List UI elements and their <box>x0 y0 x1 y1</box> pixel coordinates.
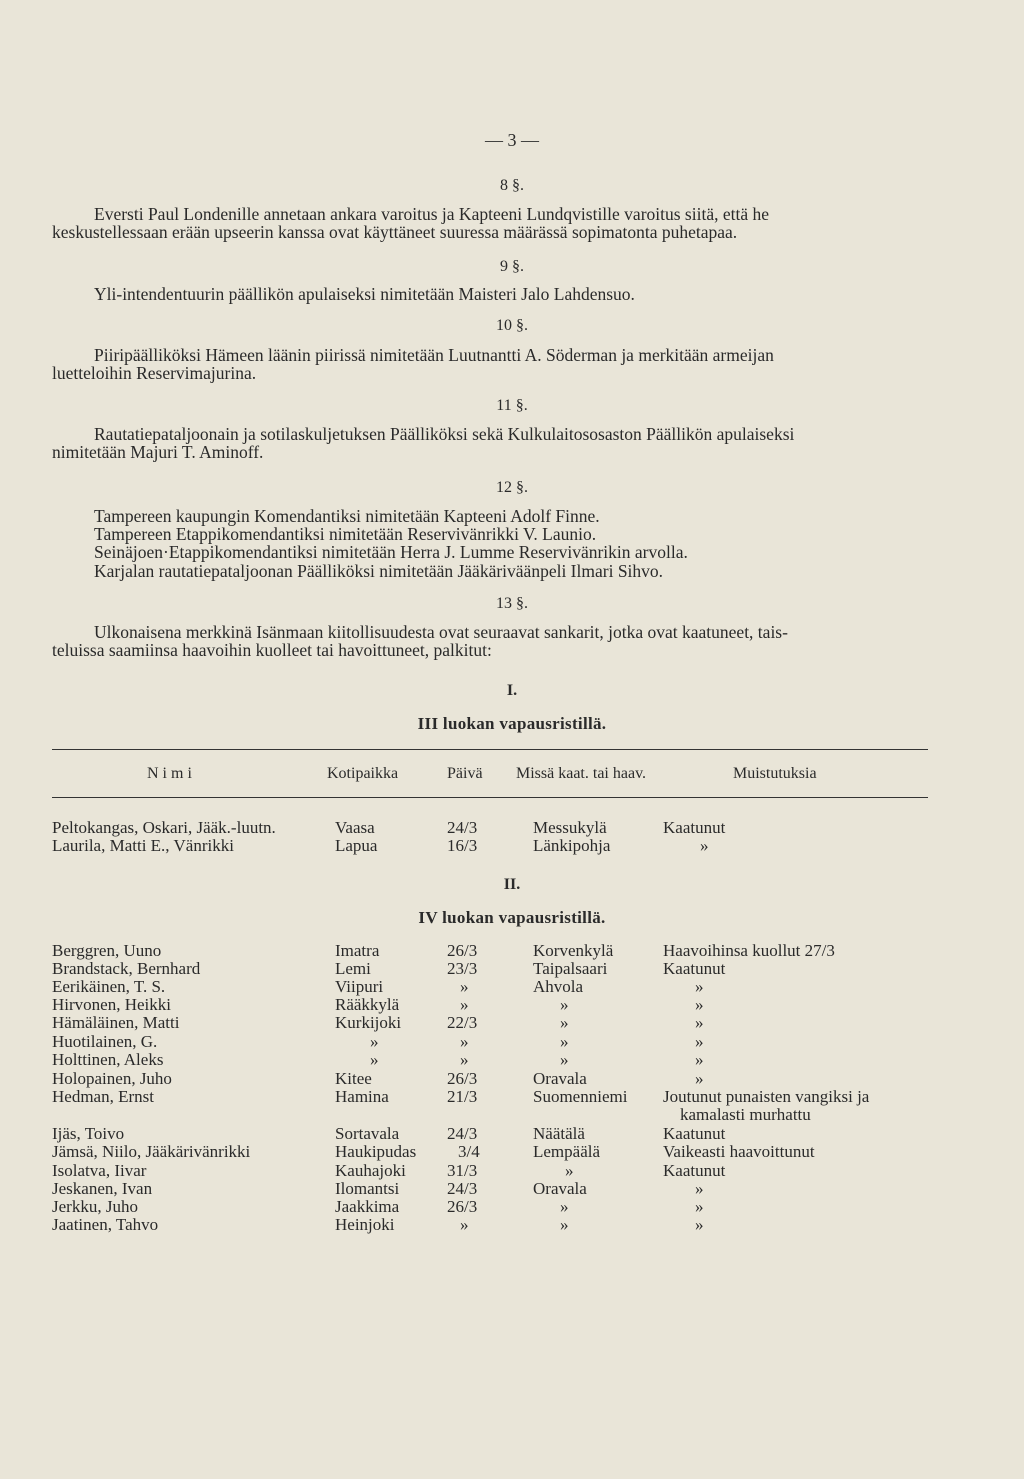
cell-note: » <box>695 1032 704 1051</box>
text-line: luetteloihin Reservimajurina. <box>52 363 257 383</box>
cell-name: Eerikäinen, T. S. <box>52 977 166 996</box>
cell-home: Lapua <box>335 836 378 855</box>
cell-note: kamalasti murhattu <box>680 1105 811 1124</box>
cell-note: Haavoihinsa kuollut 27/3 <box>663 941 835 960</box>
section-number: 13 §. <box>496 595 528 612</box>
page-number: — 3 — <box>485 130 539 150</box>
cell-where: » <box>560 1050 569 1069</box>
cell-where: Näätälä <box>533 1124 585 1143</box>
cell-note: Kaatunut <box>663 1161 726 1180</box>
table-row <box>0 1032 1024 1050</box>
table-rule <box>52 797 928 798</box>
table-row-continuation <box>0 1105 1024 1123</box>
section-text <box>52 346 928 382</box>
table-row <box>0 1142 1024 1160</box>
cell-home: Haukipudas <box>335 1142 417 1161</box>
section-number: 9 §. <box>500 258 524 275</box>
text-line: teluissa saamiinsa haavoihin kuolleet tai havoittuneet, palkitut: <box>52 640 492 660</box>
cell-day: 26/3 <box>447 1197 478 1216</box>
cell-name: Ijäs, Toivo <box>52 1124 125 1143</box>
table-row <box>0 941 1024 959</box>
cell-day: » <box>460 995 469 1014</box>
cell-home: » <box>370 1050 379 1069</box>
text-line: Ulkonaisena merkkinä Isänmaan kiitollisuudesta ovat seuraavat sankarit, jotka ovat kaatuneet, tais- <box>94 622 788 642</box>
table-row <box>0 1179 1024 1197</box>
cell-day: 22/3 <box>447 1013 478 1032</box>
table-row <box>0 1161 1024 1179</box>
table-row <box>0 977 1024 995</box>
column-header-where: Missä kaat. tai haav. <box>516 765 647 782</box>
cell-note: Joutunut punaisten vangiksi ja <box>663 1087 870 1106</box>
cell-note: » <box>695 1069 704 1088</box>
cell-where: Oravala <box>533 1069 587 1088</box>
cell-day: » <box>460 1215 469 1234</box>
section-text <box>52 623 928 659</box>
cell-home: Ilomantsi <box>335 1179 400 1198</box>
table-row <box>0 1197 1024 1215</box>
cell-name: Jaatinen, Tahvo <box>52 1215 159 1234</box>
cell-where: Lempäälä <box>533 1142 601 1161</box>
cell-name: Hirvonen, Heikki <box>52 995 171 1014</box>
cell-day: 24/3 <box>447 1179 478 1198</box>
cell-where: Länkipohja <box>533 836 611 855</box>
cell-note: Kaatunut <box>663 959 726 978</box>
cell-home: Jaakkima <box>335 1197 400 1216</box>
column-header-name: N i m i <box>147 765 192 782</box>
cell-day: 24/3 <box>447 1124 478 1143</box>
cell-day: » <box>460 977 469 996</box>
group-number: II. <box>503 876 521 893</box>
cell-where: Messukylä <box>533 818 607 837</box>
cell-day: 23/3 <box>447 959 478 978</box>
table-row <box>0 959 1024 977</box>
cell-name: Brandstack, Bernhard <box>52 959 201 978</box>
table-rule <box>52 749 928 750</box>
cell-where: » <box>565 1161 574 1180</box>
cell-day: 21/3 <box>447 1087 478 1106</box>
cell-where: Oravala <box>533 1179 587 1198</box>
section-number: 8 §. <box>500 177 524 194</box>
section-text <box>52 285 928 303</box>
table-row <box>0 1087 1024 1105</box>
text-line: Yli-intendentuurin päällikön apulaiseksi nimitetään Maisteri Jalo Lahdensuo. <box>94 284 635 304</box>
cell-note: » <box>695 1050 704 1069</box>
cell-name: Holopainen, Juho <box>52 1069 172 1088</box>
cell-home: Imatra <box>335 941 380 960</box>
cell-home: Lemi <box>335 959 371 978</box>
column-header-notes: Muistutuksia <box>733 765 817 782</box>
cell-name: Hämäläinen, Matti <box>52 1013 180 1032</box>
cell-note: » <box>695 995 704 1014</box>
cell-name: Huotilainen, G. <box>52 1032 158 1051</box>
cell-where: » <box>560 1215 569 1234</box>
cell-home: Kurkijoki <box>335 1013 402 1032</box>
cell-day: » <box>460 1050 469 1069</box>
cell-note: » <box>695 977 704 996</box>
table-row <box>0 818 1024 836</box>
cell-name: Peltokangas, Oskari, Jääk.-luutn. <box>52 818 276 837</box>
cell-home: Vaasa <box>335 818 375 837</box>
cell-where: » <box>560 1032 569 1051</box>
cell-day: 3/4 <box>458 1142 480 1161</box>
cell-home: Rääkkylä <box>335 995 400 1014</box>
cell-note: Vaikeasti haavoittunut <box>663 1142 815 1161</box>
text-line: keskustellessaan erään upseerin kanssa ovat käyttäneet suuressa määrässä sopimatonta puhetapaa. <box>52 222 738 242</box>
section-number: 12 §. <box>496 479 528 496</box>
table-row <box>0 1013 1024 1031</box>
group-heading: IV luokan vapausristillä. <box>418 908 606 927</box>
cell-where: » <box>560 1013 569 1032</box>
cell-name: Laurila, Matti E., Vänrikki <box>52 836 234 855</box>
text-line: Eversti Paul Londenille annetaan ankara varoitus ja Kapteeni Lundqvistille varoitus siitä, että he <box>94 204 769 224</box>
cell-note: » <box>695 1215 704 1234</box>
cell-day: 26/3 <box>447 941 478 960</box>
table-row <box>0 1050 1024 1068</box>
cell-note: » <box>700 836 709 855</box>
cell-name: Jerkku, Juho <box>52 1197 138 1216</box>
cell-day: 24/3 <box>447 818 478 837</box>
cell-home: » <box>370 1032 379 1051</box>
cell-where: Ahvola <box>533 977 584 996</box>
cell-where: » <box>560 1197 569 1216</box>
cell-note: » <box>695 1013 704 1032</box>
cell-note: Kaatunut <box>663 1124 726 1143</box>
cell-name: Isolatva, Iivar <box>52 1161 147 1180</box>
text-line: Tampereen kaupungin Komendantiksi nimitetään Kapteeni Adolf Finne. <box>94 506 600 526</box>
section-number: 10 §. <box>496 317 528 334</box>
cell-home: Kauhajoki <box>335 1161 406 1180</box>
cell-home: Hamina <box>335 1087 389 1106</box>
cell-home: Viipuri <box>335 977 384 996</box>
text-line: Tampereen Etappikomendantiksi nimitetään Reservivänrikki V. Launio. <box>94 524 597 544</box>
cell-name: Jeskanen, Ivan <box>52 1179 153 1198</box>
text-line: Karjalan rautatiepataljoonan Päälliköksi nimitetään Jääkäriväänpeli Ilmari Sihvo. <box>94 561 664 581</box>
text-line: Rautatiepataljoonain ja sotilaskuljetuksen Päälliköksi sekä Kulkulaitososaston Päällikön apulaiseksi <box>94 424 795 444</box>
text-line: Piiripäälliköksi Hämeen läänin piirissä nimitetään Luutnantti A. Söderman ja merkitään armeijan <box>94 345 774 365</box>
cell-where: Korvenkylä <box>533 941 614 960</box>
group-heading: III luokan vapausristillä. <box>417 714 607 733</box>
cell-day: 16/3 <box>447 836 478 855</box>
text-line: nimitetään Majuri T. Aminoff. <box>52 442 264 462</box>
cell-note: Kaatunut <box>663 818 726 837</box>
cell-day: » <box>460 1032 469 1051</box>
cell-where: Suomenniemi <box>533 1087 628 1106</box>
cell-where: » <box>560 995 569 1014</box>
cell-note: » <box>695 1179 704 1198</box>
table-row <box>0 1215 1024 1233</box>
text-line: Seinäjoen·Etappikomendantiksi nimitetään Herra J. Lumme Reservivänrikin arvolla. <box>94 542 688 562</box>
cell-name: Hedman, Ernst <box>52 1087 154 1106</box>
section-number: 11 §. <box>496 397 528 414</box>
table-row <box>0 836 1024 854</box>
cell-home: Sortavala <box>335 1124 400 1143</box>
cell-home: Kitee <box>335 1069 372 1088</box>
cell-name: Jämsä, Niilo, Jääkärivänrikki <box>52 1142 251 1161</box>
cell-name: Holttinen, Aleks <box>52 1050 164 1069</box>
table-row <box>0 1124 1024 1142</box>
section-text <box>52 205 928 241</box>
column-header-day: Päivä <box>447 765 483 782</box>
cell-note: » <box>695 1197 704 1216</box>
table-row <box>0 995 1024 1013</box>
cell-where: Taipalsaari <box>533 959 608 978</box>
cell-name: Berggren, Uuno <box>52 941 162 960</box>
group-number: I. <box>506 682 518 699</box>
section-text <box>52 425 928 461</box>
cell-day: 26/3 <box>447 1069 478 1088</box>
table-row <box>0 1069 1024 1087</box>
cell-home: Heinjoki <box>335 1215 395 1234</box>
cell-day: 31/3 <box>447 1161 478 1180</box>
column-header-home: Kotipaikka <box>327 765 399 782</box>
